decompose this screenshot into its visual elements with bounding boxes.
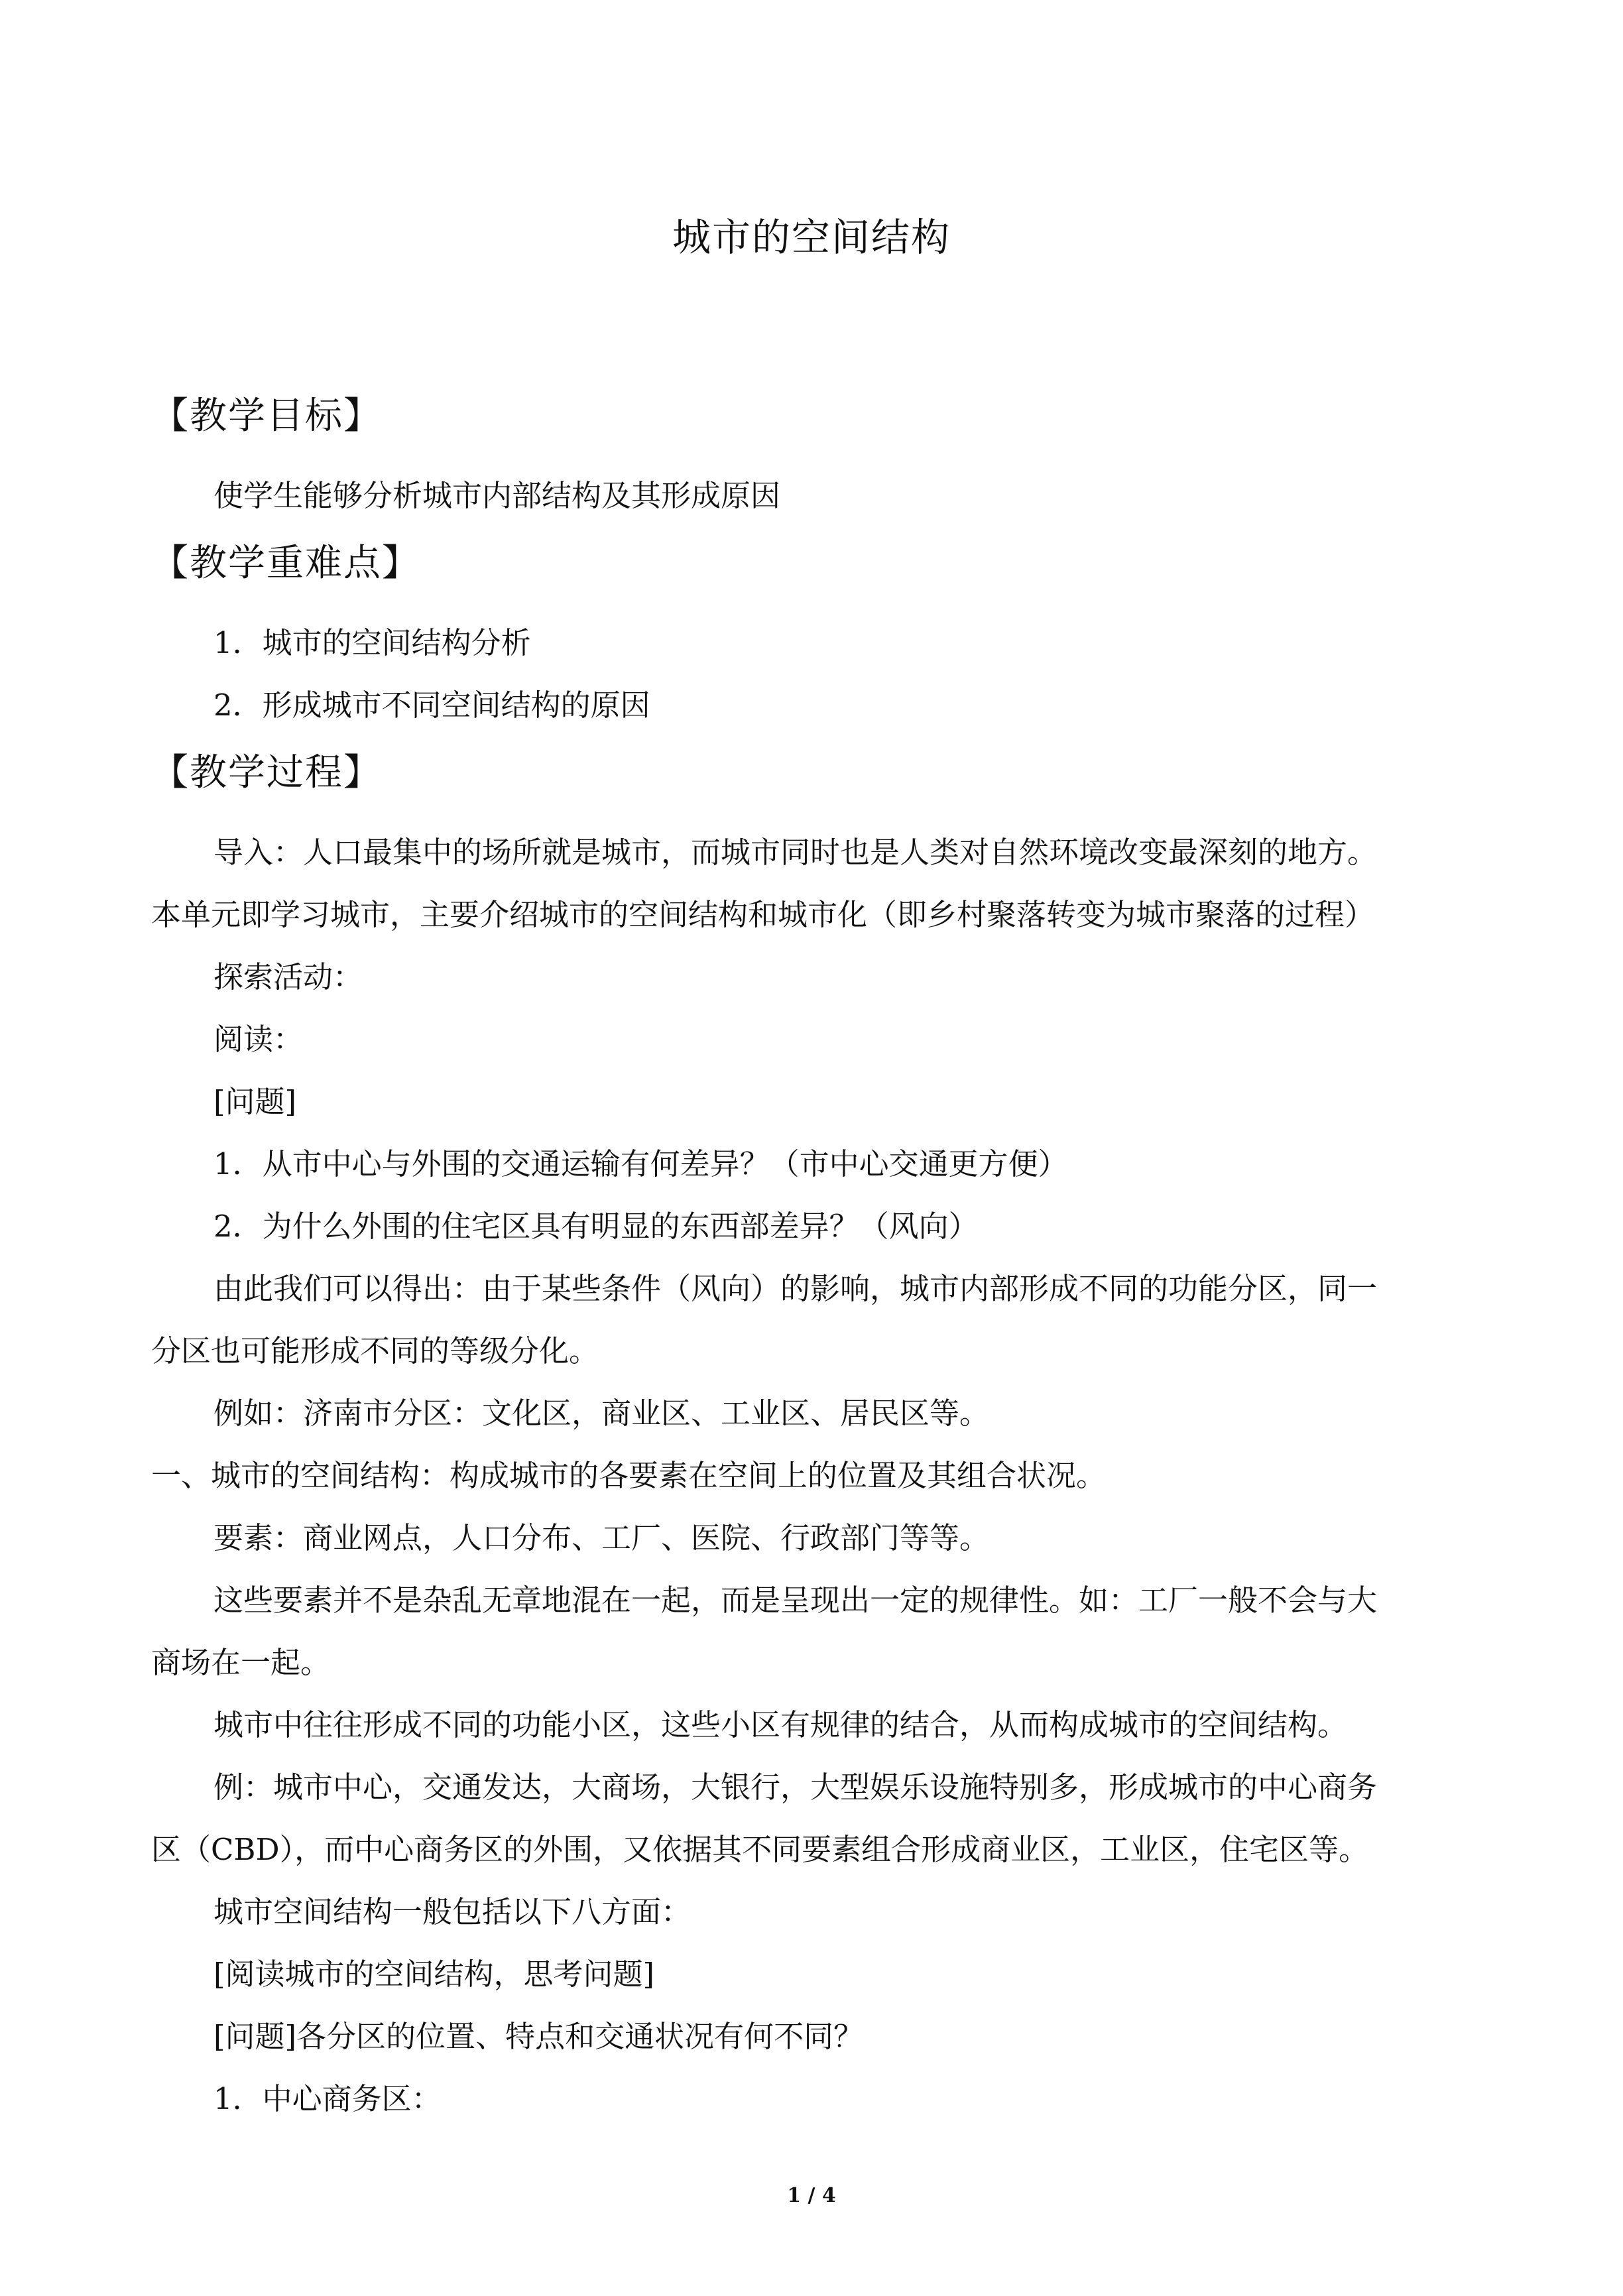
process-line-unit: 本单元即学习城市，主要介绍城市的空间结构和城市化（即乡村聚落转变为城市聚落的过程） [151,897,1375,932]
process-line-cbd-example: 例：城市中心，交通发达，大商场，大银行，大型娱乐设施特别多，形成城市的中心商务 [213,1770,1378,1805]
process-question-1: 1．从市中心与外围的交通运输有何差异？（市中心交通更方便） [213,1146,1068,1181]
key-point-1: 1．城市的空间结构分析 [213,625,531,660]
process-line-regularity-cont: 商场在一起。 [151,1645,331,1680]
process-line-explore: 探索活动： [213,959,363,995]
process-line-cbd-example-cont: 区（CBD），而中心商务区的外围，又依据其不同要素组合形成商业区，工业区，住宅区等。 [151,1832,1369,1867]
process-line-read: 阅读： [213,1022,304,1057]
process-line-functional-zones: 城市中往往形成不同的功能小区，这些小区有规律的结合，从而构成城市的空间结构。 [213,1707,1348,1742]
process-line-reading-task: [阅读城市的空间结构，思考问题] [213,1957,655,1992]
process-line-conclusion-cont: 分区也可能形成不同的等级分化。 [151,1333,599,1368]
key-point-2: 2．形成城市不同空间结构的原因 [213,688,650,723]
process-line-conclusion: 由此我们可以得出：由于某些条件（风向）的影响，城市内部形成不同的功能分区，同一 [213,1271,1378,1306]
process-question-2: 2．为什么外围的住宅区具有明显的东西部差异？（风向） [213,1209,979,1244]
process-line-structure-def: 一、城市的空间结构：构成城市的各要素在空间上的位置及其组合状况。 [151,1458,1107,1493]
process-line-example: 例如：济南市分区：文化区，商业区、工业区、居民区等。 [213,1396,990,1431]
process-line-eight-aspects: 城市空间结构一般包括以下八方面： [213,1894,691,1929]
process-line-intro: 导入：人口最集中的场所就是城市，而城市同时也是人类对自然环境改变最深刻的地方。 [213,835,1378,870]
process-line-elements: 要素：商业网点，人口分布、工厂、医院、行政部门等等。 [213,1520,990,1555]
process-line-cbd-item: 1．中心商务区： [213,2081,442,2116]
section-heading-goals: 【教学目标】 [151,394,382,438]
section-heading-key-points: 【教学重难点】 [151,542,420,585]
page-number: 1 / 4 [787,2184,836,2207]
process-line-zone-question: [问题]各分区的位置、特点和交通状况有何不同？ [213,2019,864,2054]
process-line-regularity: 这些要素并不是杂乱无章地混在一起，而是呈现出一定的规律性。如：工厂一般不会与大 [213,1583,1378,1618]
section-heading-process: 【教学过程】 [151,751,382,794]
process-line-question-label: [问题] [213,1084,297,1119]
goals-text: 使学生能够分析城市内部结构及其形成原因 [213,478,781,513]
page-title: 城市的空间结构 [672,215,951,260]
